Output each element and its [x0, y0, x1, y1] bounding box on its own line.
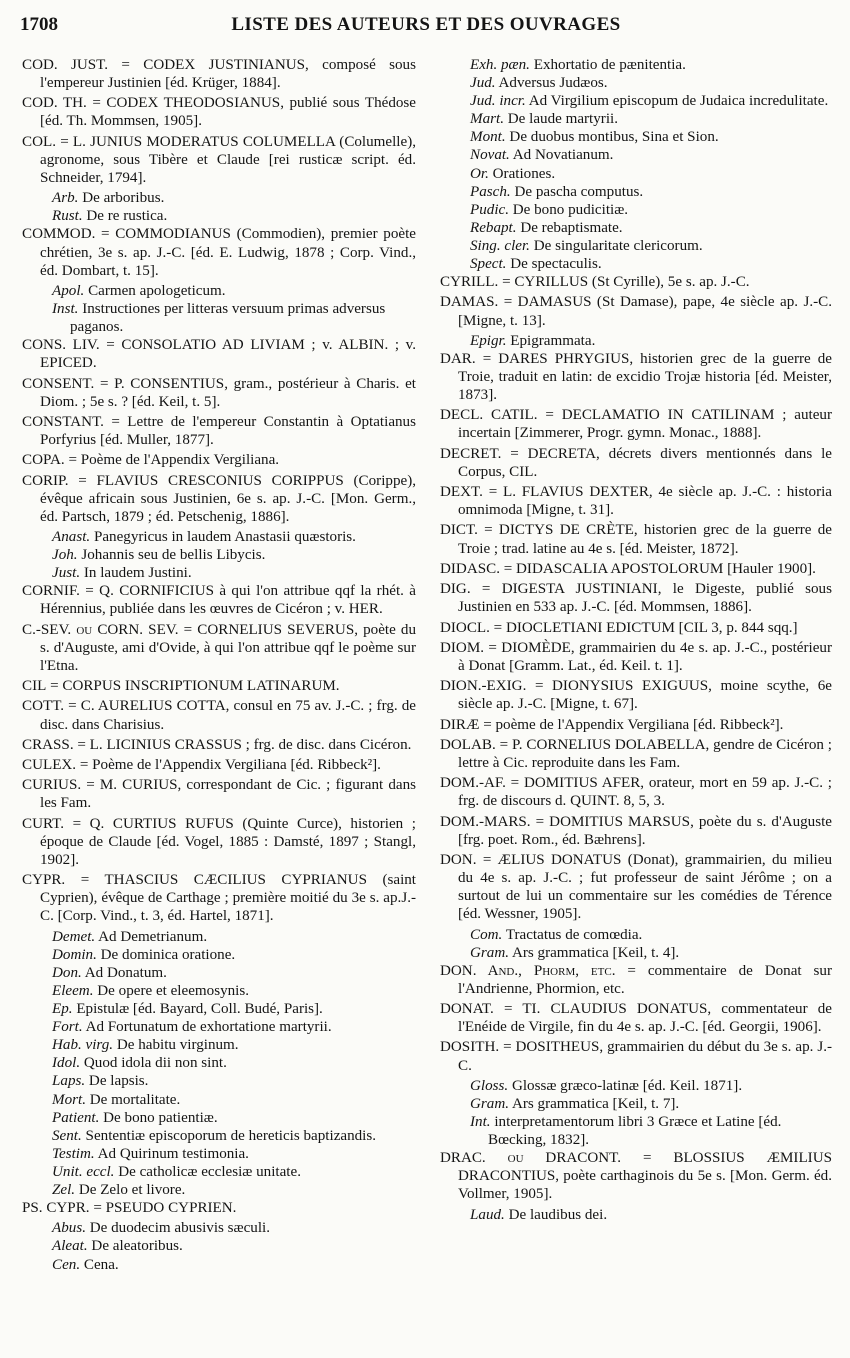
entry-description: = CORNELIUS SEVERUS, poète du s. d'Auguste, ami d'Ovide, à qui l'on attribue qqf le poème sur l'Etna.	[40, 621, 417, 674]
work-entry	[440, 56, 832, 74]
page-number: 1708	[20, 14, 58, 35]
entry-description: = CYRILLUS (St Cyrille), 5e s. ap. J.-C.	[502, 274, 750, 291]
work-abbreviation: Just.	[52, 565, 81, 582]
work-title: De re rustica.	[86, 208, 168, 225]
entry-abbreviation: CULEX.	[22, 757, 77, 774]
work-abbreviation: Aleat.	[52, 1238, 88, 1255]
work-entry	[440, 332, 832, 350]
entry-description: = DAMASUS (St Damase), pape, 4e siècle ap. J.-C. [Migne, t. 13].	[458, 294, 832, 329]
author-entry	[440, 293, 832, 329]
work-abbreviation: Zel.	[52, 1182, 76, 1198]
entry-description: = DOMITIUS MARSUS, poète du s. d'Auguste [frg. poet. Rom., éd. Bæhrens].	[458, 813, 832, 848]
work-entry	[22, 964, 416, 982]
work-abbreviation: Fort.	[52, 1019, 83, 1036]
author-entry	[440, 736, 832, 772]
work-entry	[22, 982, 416, 1000]
entry-description: = DIONYSIUS EXIGUUS, moine scythe, 6e siècle ap. J.-C. [Migne, t. 67].	[458, 678, 832, 713]
work-title: Instructiones per litteras versuum primas adversus paganos.	[70, 300, 386, 336]
work-abbreviation: Laud.	[470, 1206, 505, 1223]
author-entry	[22, 451, 416, 469]
work-title: Ars grammatica [Keil, t. 7].	[511, 1095, 680, 1112]
work-abbreviation: Jud.	[470, 75, 496, 92]
author-entry	[22, 677, 416, 695]
entry-abbreviation: COPA.	[22, 452, 65, 469]
work-title: De catholicæ ecclesiæ unitate.	[118, 1163, 301, 1180]
work-entry	[22, 528, 416, 546]
author-entry	[440, 560, 832, 578]
entry-description: = DOMITIUS AFER, orateur, mort en 59 ap. J.-C. ; frg. de discours d. QUINT. 8, 5, 3.	[458, 775, 832, 810]
entry-abbreviation: DEXT.	[440, 484, 483, 501]
entry-abbreviation: DIOCL.	[440, 619, 490, 636]
work-title: Adversus Judæos.	[498, 75, 608, 92]
work-abbreviation: Int.	[470, 1114, 491, 1130]
work-title: Tractatus de comœdia.	[505, 926, 643, 943]
entry-description: = C. AURELIUS COTTA, consul en 75 av. J.-C. ; frg. de disc. dans Charisius.	[40, 698, 416, 733]
author-entry	[22, 756, 416, 774]
entry-abbreviation: COD. JUST.	[22, 57, 109, 73]
work-title: De rebaptismate.	[520, 219, 623, 236]
work-title: Ars grammatica [Keil, t. 4].	[511, 944, 680, 961]
work-title: De bono pudicitiæ.	[512, 201, 629, 218]
entry-description: = M. CURIUS, correspondant de Cic. ; figurant dans les Fam.	[40, 777, 416, 812]
author-entry	[22, 94, 416, 130]
entry-description: = Poème de l'Appendix Vergiliana.	[68, 452, 280, 469]
work-entry	[22, 1181, 416, 1199]
work-entry	[22, 207, 416, 225]
entry-description: = DIOCLETIANI EDICTUM [CIL 3, p. 844 sqq.]	[493, 619, 798, 636]
work-abbreviation: Cen.	[52, 1256, 81, 1273]
work-title: Epistulæ [éd. Bayard, Coll. Budé, Paris].	[76, 1001, 323, 1018]
work-abbreviation: Exh. pæn.	[470, 57, 530, 73]
work-title: De singularitate clericorum.	[533, 237, 703, 254]
work-entry	[22, 1237, 416, 1255]
work-title: De spectaculis.	[510, 256, 602, 273]
entry-description: = DIDASCALIA APOSTOLORUM [Hauler 1900].	[503, 560, 816, 577]
entry-abbreviation: DIRÆ	[440, 716, 480, 733]
author-entry	[440, 521, 832, 557]
work-title: De laudibus dei.	[508, 1206, 608, 1223]
entry-abbreviation: COL.	[22, 133, 56, 150]
entry-abbreviation: COMMOD.	[22, 226, 96, 243]
entry-abbreviation: DECL. CATIL.	[440, 407, 538, 424]
work-title: Epigrammata.	[510, 332, 596, 349]
author-entry	[440, 406, 832, 442]
work-entry	[22, 189, 416, 207]
entry-description: = TI. CLAUDIUS DONATUS, commentateur de l'Enéide de Virgile, fin du 4e s. ap. J.-C. [éd. Georgii, 1906].	[458, 1001, 832, 1036]
work-abbreviation: Anast.	[52, 529, 91, 546]
work-entry	[22, 1163, 416, 1181]
author-entry	[440, 639, 832, 675]
work-title: Ad Virgilium episcopum de Judaica incredulitate.	[528, 93, 829, 110]
work-entry	[22, 1072, 416, 1090]
entry-abbreviation: DIDASC.	[440, 560, 500, 577]
work-abbreviation: Testim.	[52, 1145, 95, 1162]
entry-description: = DIGESTA JUSTINIANI, le Digeste, publié sous Justinien en 533 ap. J.-C. [éd. Mommsen, 1886].	[458, 581, 832, 616]
work-abbreviation: Demet.	[52, 928, 96, 945]
entry-description: = P. CONSENTIUS, gram., postérieur à Charis. et Diom. ; 5e s. ? [éd. Keil, t. 5].	[40, 375, 416, 410]
entry-description: = CODEX THEODOSIANUS, publié sous Thédose [éd. Th. Mommsen, 1905].	[40, 95, 416, 130]
author-entry	[22, 871, 416, 925]
work-title: De lapsis.	[88, 1073, 149, 1090]
entry-abbreviation: DRAC. ou DRACONT.	[440, 1150, 622, 1167]
work-entry	[440, 74, 832, 92]
entry-abbreviation: DION.-EXIG.	[440, 678, 527, 695]
entry-abbreviation: CORNIF.	[22, 583, 80, 600]
work-title: Ad Demetrianum.	[98, 928, 208, 945]
work-title: De Zelo et livore.	[78, 1182, 186, 1198]
work-abbreviation: Gram.	[470, 944, 509, 961]
work-entry	[22, 928, 416, 946]
work-entry	[440, 926, 832, 944]
work-entry	[440, 201, 832, 219]
entry-abbreviation: CRASS.	[22, 736, 74, 753]
work-abbreviation: Patient.	[52, 1109, 100, 1126]
author-entry	[22, 621, 416, 675]
entry-description: = L. LICINIUS CRASSUS ; frg. de disc. dans Cicéron.	[77, 736, 412, 753]
entry-abbreviation: DIOM.	[440, 639, 485, 656]
work-abbreviation: Rebapt.	[470, 219, 517, 236]
work-entry	[22, 282, 416, 300]
entry-abbreviation: CONSTANT.	[22, 413, 104, 430]
author-entry	[22, 56, 416, 92]
work-abbreviation: Joh.	[52, 547, 78, 564]
author-entry	[440, 677, 832, 713]
work-entry	[440, 219, 832, 237]
work-entry	[22, 1054, 416, 1072]
work-entry	[440, 1206, 832, 1224]
entry-abbreviation: COD. TH.	[22, 95, 87, 112]
page-header	[20, 14, 832, 44]
work-abbreviation: Mort.	[52, 1091, 86, 1108]
work-abbreviation: Unit. eccl.	[52, 1163, 115, 1180]
right-column	[440, 56, 832, 1224]
entry-description: = DIOMÈDE, grammairien du 4e s. ap. J.-C., postérieur à Donat [Gramm. Lat., éd. Keil. t. 1].	[458, 639, 832, 674]
work-title: De arboribus.	[82, 190, 165, 207]
work-entry	[22, 1256, 416, 1274]
work-abbreviation: Hab. virg.	[52, 1037, 114, 1054]
entry-description: = Poème de l'Appendix Vergiliana [éd. Ribbeck²].	[79, 757, 381, 774]
entry-description: = BLOSSIUS ÆMILIUS DRACONTIUS, poète carthaginois du 5e s. [Mon. Germ. éd. Vollmer, 1905].	[458, 1150, 832, 1203]
author-entry	[440, 813, 832, 849]
author-entry	[22, 736, 416, 754]
entry-description: = COMMODIANUS (Commodien), premier poète chrétien, 3e s. ap. J.-C. [éd. E. Ludwig, 1878 ; Corp. Vind., éd. Dombart, t. 15].	[40, 226, 416, 279]
work-entry	[440, 1113, 832, 1149]
entry-description: = commentaire de Donat sur l'Andrienne, Phormion, etc.	[458, 962, 832, 997]
work-entry	[22, 1109, 416, 1127]
author-entry	[22, 375, 416, 411]
work-entry	[440, 183, 832, 201]
work-title: De dominica oratione.	[100, 946, 236, 963]
entry-description: = CODEX JUSTINIANUS, composé sous l'empereur Justinien [éd. Krüger, 1884].	[40, 57, 416, 92]
work-abbreviation: Pasch.	[470, 183, 511, 200]
entry-abbreviation: DOLAB.	[440, 736, 496, 753]
author-entry	[440, 1149, 832, 1203]
work-entry	[22, 1145, 416, 1163]
work-title: De pascha computus.	[514, 183, 644, 200]
entry-abbreviation: CONS. LIV.	[22, 337, 100, 354]
author-entry	[440, 619, 832, 637]
work-title: Ad Fortunatum de exhortatione martyrii.	[85, 1019, 332, 1036]
work-title: De laude martyrii.	[507, 111, 618, 128]
work-abbreviation: Arb.	[52, 190, 79, 207]
entry-abbreviation: COTT.	[22, 698, 65, 715]
work-entry	[22, 1018, 416, 1036]
entry-abbreviation: CONSENT.	[22, 375, 95, 392]
author-entry	[22, 133, 416, 187]
work-abbreviation: Spect.	[470, 256, 507, 273]
author-entry	[440, 851, 832, 923]
work-abbreviation: Laps.	[52, 1073, 86, 1090]
work-abbreviation: Don.	[52, 964, 82, 981]
entry-description: = DOSITHEUS, grammairien du début du 3e s. ap. J.-C.	[458, 1039, 832, 1074]
entry-description: = L. JUNIUS MODERATUS COLUMELLA (Columelle), agronome, sous Tibère et Claude [rei rusticæ script. éd. Schneider, 1794].	[40, 133, 417, 186]
work-entry	[22, 1000, 416, 1018]
entry-description: = DECLAMATIO IN CATILINAM ; auteur incertain [Zimmerer, Progr. gymn. Monac., 1888].	[458, 407, 832, 442]
work-abbreviation: Apol.	[52, 282, 85, 299]
entry-abbreviation: DOM.-AF.	[440, 775, 506, 792]
entry-abbreviation: DICT.	[440, 522, 478, 539]
author-entry	[440, 273, 832, 291]
entry-abbreviation: C.-SEV. ou CORN. SEV.	[22, 621, 179, 638]
work-entry	[22, 1036, 416, 1054]
work-title: De mortalitate.	[89, 1091, 181, 1108]
entry-description: = THASCIUS CÆCILIUS CYPRIANUS (saint Cyprien), évêque de Carthage ; première moitié du 3e s. ap.J.-C. [Corp. Vind., t. 3, éd. Hartel, 1871].	[40, 872, 416, 925]
entry-description: = CONSOLATIO AD LIVIAM ; v. ALBIN. ; v. EPICED.	[40, 337, 416, 372]
entry-description: = poème de l'Appendix Vergiliana [éd. Ribbeck²].	[483, 716, 784, 733]
work-entry	[440, 92, 832, 110]
work-abbreviation: Eleem.	[52, 982, 94, 999]
work-title: De duobus montibus, Sina et Sion.	[509, 129, 719, 146]
work-abbreviation: Mont.	[470, 129, 506, 146]
entry-description: = Q. CORNIFICIUS à qui l'on attribue qqf la rhét. à Hérennius, publiée dans les œuvres de Cicéron ; v. HER.	[40, 583, 416, 618]
entry-abbreviation: DON.	[440, 851, 477, 868]
author-entry	[22, 1199, 416, 1217]
work-abbreviation: Epigr.	[470, 332, 507, 349]
work-abbreviation: Mart.	[470, 111, 504, 128]
entry-description: = Q. CURTIUS RUFUS (Quinte Curce), historien ; époque de Claude [éd. Vogel, 1885 : Damsté, 1897 ; Stangl, 1902].	[40, 815, 416, 868]
work-abbreviation: Sing. cler.	[470, 237, 530, 254]
author-entry	[440, 1038, 832, 1074]
entry-abbreviation: DAMAS.	[440, 294, 499, 311]
work-entry	[440, 237, 832, 255]
work-title: De opere et eleemosynis.	[97, 982, 249, 999]
work-entry	[440, 165, 832, 183]
work-abbreviation: Com.	[470, 926, 503, 943]
work-entry	[22, 564, 416, 582]
author-entry	[22, 336, 416, 372]
work-title: In laudem Justini.	[83, 565, 192, 582]
work-entry	[440, 255, 832, 273]
work-entry	[440, 146, 832, 164]
entry-abbreviation: DIG.	[440, 581, 471, 598]
work-title: De aleatoribus.	[91, 1238, 183, 1255]
work-title: Ad Donatum.	[84, 964, 167, 981]
author-entry	[22, 815, 416, 869]
entry-description: = CORPUS INSCRIPTIONUM LATINARUM.	[50, 678, 340, 695]
work-abbreviation: Gram.	[470, 1095, 509, 1112]
left-column	[22, 56, 416, 1274]
author-entry	[440, 580, 832, 616]
entry-abbreviation: CURIUS.	[22, 777, 82, 794]
work-entry	[440, 944, 832, 962]
entry-abbreviation: DOSITH.	[440, 1039, 500, 1056]
entry-abbreviation: CYRILL.	[440, 274, 499, 291]
work-entry	[440, 1095, 832, 1113]
work-title: Johannis seu de bellis Libycis.	[81, 547, 266, 564]
work-title: Panegyricus in laudem Anastasii quæstoris.	[93, 529, 356, 546]
author-entry	[22, 776, 416, 812]
work-title: Carmen apologeticum.	[88, 282, 226, 299]
work-entry	[440, 110, 832, 128]
entry-abbreviation: DAR.	[440, 350, 476, 367]
entry-description: = ÆLIUS DONATUS (Donat), grammairien, du milieu du 4e s. ap. J.-C. ; fut professeur de saint Jérôme ; on a surtout de lui un commentaire sur les comédies de Térence [éd. Wessner, 1905].	[458, 851, 832, 923]
work-abbreviation: Domin.	[52, 946, 97, 963]
work-abbreviation: Idol.	[52, 1055, 81, 1072]
entry-abbreviation: CURT.	[22, 815, 65, 832]
author-entry	[22, 582, 416, 618]
entry-description: = FLAVIUS CRESCONIUS CORIPPUS (Corippe), évêque africain sous Justinien, 6e s. ap. J.-C. [Mon. Germ., éd. Partsch, 1879 ; éd. Petschenig, 1886].	[40, 472, 416, 525]
author-entry	[440, 483, 832, 519]
work-title: Exhortatio de pænitentia.	[533, 57, 686, 73]
work-abbreviation: Or.	[470, 165, 489, 182]
work-abbreviation: Sent.	[52, 1127, 82, 1144]
work-title: Orationes.	[492, 165, 556, 182]
entry-abbreviation: DON. And., Phorm, etc.	[440, 962, 616, 979]
entry-abbreviation: DONAT.	[440, 1001, 494, 1018]
work-abbreviation: Novat.	[470, 147, 510, 164]
work-title: Ad Novatianum.	[512, 147, 614, 164]
author-entry	[440, 350, 832, 404]
author-entry	[440, 716, 832, 734]
entry-abbreviation: CYPR.	[22, 872, 66, 889]
work-title: interpretamentorum libri 3 Græce et Latine [éd. Bœcking, 1832].	[488, 1114, 782, 1149]
author-entry	[440, 1000, 832, 1036]
entry-description: = Lettre de l'empereur Constantin à Optatianus Porfyrius [éd. Muller, 1877].	[40, 413, 416, 448]
work-abbreviation: Rust.	[52, 208, 83, 225]
work-entry	[22, 1091, 416, 1109]
entry-description: = DECRETA, décrets divers mentionnés dans le Corpus, CIL.	[458, 445, 832, 480]
work-abbreviation: Gloss.	[470, 1077, 509, 1094]
work-entry	[22, 546, 416, 564]
entry-description: = DICTYS DE CRÈTE, historien grec de la guerre de Troie ; trad. latine au 4e s. [éd. Meister, 1872].	[458, 522, 832, 557]
work-title: Cena.	[83, 1256, 119, 1273]
work-entry	[440, 1077, 832, 1095]
author-entry	[22, 697, 416, 733]
entry-description: = PSEUDO CYPRIEN.	[93, 1200, 237, 1217]
entry-description: = DARES PHRYGIUS, historien grec de la guerre de Troie, traduit en latin: de excidio Trojæ historia [éd. Meister, 1873].	[458, 350, 832, 404]
entry-abbreviation: DECRET.	[440, 445, 502, 462]
entry-abbreviation: PS. CYPR.	[22, 1200, 90, 1217]
work-title: Sententiæ episcoporum de hereticis baptizandis.	[85, 1127, 377, 1144]
entry-description: = P. CORNELIUS DOLABELLA, gendre de Cicéron ; lettre à Cic. reproduite dans les Fam.	[458, 736, 832, 771]
author-entry	[22, 225, 416, 279]
author-entry	[440, 962, 832, 998]
entry-abbreviation: DOM.-MARS.	[440, 813, 531, 830]
author-entry	[22, 472, 416, 526]
author-entry	[440, 445, 832, 481]
work-entry	[22, 946, 416, 964]
work-title: Glossæ græco-latinæ [éd. Keil. 1871].	[511, 1077, 743, 1094]
author-entry	[22, 413, 416, 449]
entry-abbreviation: CIL	[22, 678, 47, 695]
work-abbreviation: Ep.	[52, 1001, 73, 1018]
entry-abbreviation: CORIP.	[22, 472, 69, 489]
entry-description: = L. FLAVIUS DEXTER, 4e siècle ap. J.-C. : historia omnimoda [Migne, t. 31].	[458, 484, 832, 519]
work-abbreviation: Abus.	[52, 1220, 86, 1237]
work-abbreviation: Jud. incr.	[470, 93, 526, 110]
work-entry	[22, 300, 416, 336]
work-title: De bono patientiæ.	[103, 1109, 218, 1126]
work-title: Ad Quirinum testimonia.	[97, 1145, 249, 1162]
running-title: LISTE DES AUTEURS ET DES OUVRAGES	[231, 14, 621, 35]
work-title: De duodecim abusivis sæculi.	[89, 1220, 271, 1237]
author-entry	[440, 774, 832, 810]
work-abbreviation: Inst.	[52, 300, 79, 317]
work-title: De habitu virginum.	[116, 1037, 239, 1054]
work-title: Quod idola dii non sint.	[83, 1055, 227, 1072]
work-entry	[22, 1127, 416, 1145]
work-entry	[440, 128, 832, 146]
work-entry	[22, 1219, 416, 1237]
work-abbreviation: Pudic.	[470, 201, 509, 218]
